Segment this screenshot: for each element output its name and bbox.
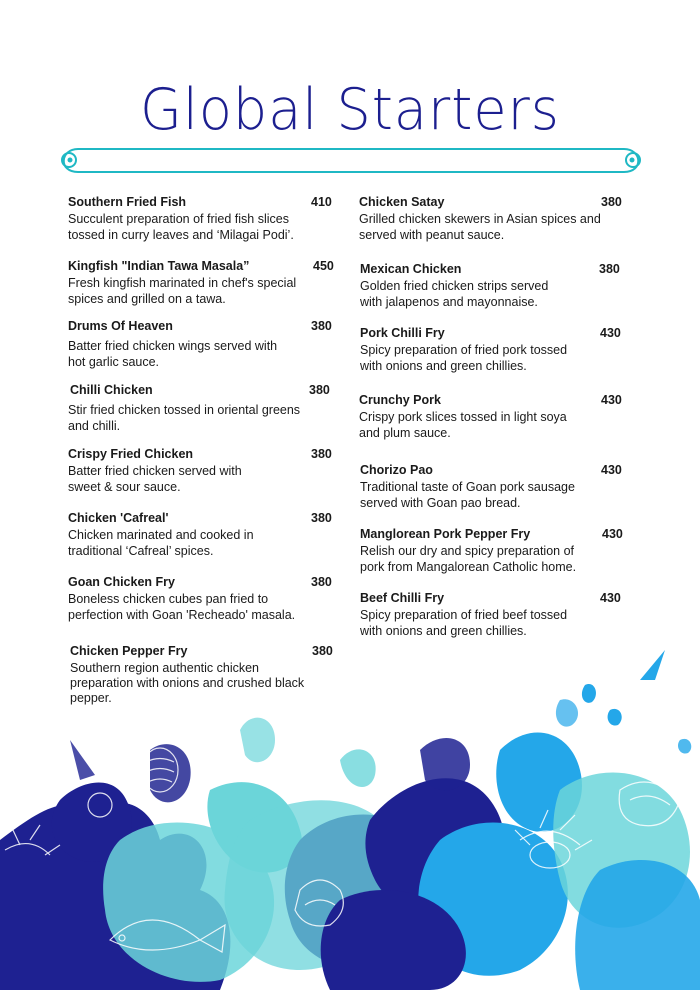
menu-item bbox=[68, 259, 318, 307]
item-description: Southern region authentic chicken preparation with onions and crushed black pepper. bbox=[70, 661, 305, 705]
item-price: 450 bbox=[313, 259, 334, 273]
menu-item bbox=[68, 511, 318, 559]
menu-item bbox=[360, 326, 605, 374]
item-price: 430 bbox=[600, 591, 621, 605]
menu-item bbox=[68, 195, 318, 243]
item-description: Boneless chicken cubes pan fried to perfection with Goan 'Recheado' masala. bbox=[68, 592, 296, 622]
item-name: Kingfish "Indian Tawa Masala” bbox=[68, 259, 250, 273]
item-description: Traditional taste of Goan pork sausage served with Goan pao bread. bbox=[360, 480, 575, 510]
item-name: Mexican Chicken bbox=[360, 262, 462, 276]
scroll-divider bbox=[56, 146, 646, 176]
item-price: 380 bbox=[311, 575, 332, 589]
item-price: 430 bbox=[601, 393, 622, 407]
item-price: 380 bbox=[599, 262, 620, 276]
item-name: Chicken Satay bbox=[359, 195, 445, 209]
item-description: Stir fried chicken tossed in oriental greens and chilli. bbox=[68, 403, 301, 433]
menu-item bbox=[360, 591, 605, 639]
menu-item bbox=[359, 195, 604, 243]
item-name: Chicken 'Cafreal' bbox=[68, 511, 169, 525]
item-price: 430 bbox=[601, 463, 622, 477]
menu-item bbox=[360, 527, 605, 575]
item-name: Drums Of Heaven bbox=[68, 319, 173, 333]
item-description: Grilled chicken skewers in Asian spices and served with peanut sauce. bbox=[359, 212, 601, 242]
item-description: Relish our dry and spicy preparation of pork from Mangalorean Catholic home. bbox=[360, 544, 577, 574]
item-name: Crunchy Pork bbox=[359, 393, 441, 407]
item-description: Spicy preparation of fried pork tossed with onions and green chillies. bbox=[360, 343, 568, 373]
item-description: Fresh kingfish marinated in chef's special spices and grilled on a tawa. bbox=[68, 276, 297, 306]
item-price: 380 bbox=[311, 319, 332, 333]
menu-item bbox=[68, 319, 318, 370]
item-description: Batter fried chicken wings served with hot garlic sauce. bbox=[68, 339, 278, 369]
item-price: 380 bbox=[311, 511, 332, 525]
item-price: 410 bbox=[311, 195, 332, 209]
menu-item bbox=[70, 383, 320, 434]
item-description: Golden fried chicken strips served with jalapenos and mayonnaise. bbox=[360, 279, 549, 309]
menu-item bbox=[360, 262, 605, 310]
item-name: Southern Fried Fish bbox=[68, 195, 187, 209]
item-name: Chilli Chicken bbox=[70, 383, 153, 397]
item-name: Beef Chilli Fry bbox=[360, 591, 445, 605]
item-price: 380 bbox=[309, 383, 330, 397]
menu-item bbox=[359, 393, 604, 441]
item-name: Manglorean Pork Pepper Fry bbox=[360, 527, 531, 541]
item-price: 430 bbox=[602, 527, 623, 541]
item-name: Crispy Fried Chicken bbox=[68, 447, 194, 461]
item-description: Crispy pork slices tossed in light soya and plum sauce. bbox=[359, 410, 567, 440]
item-description: Batter fried chicken served with sweet & sour sauce. bbox=[68, 464, 242, 494]
seafood-splash-decoration bbox=[0, 640, 700, 990]
item-name: Goan Chicken Fry bbox=[68, 575, 175, 589]
menu-item bbox=[360, 463, 605, 511]
menu-item bbox=[68, 447, 318, 495]
page-title: Global Starters bbox=[140, 76, 560, 143]
item-price: 430 bbox=[600, 326, 621, 340]
item-description: Succulent preparation of fried fish slices tossed in curry leaves and ‘Milagai Podi’. bbox=[68, 212, 294, 242]
item-price: 380 bbox=[312, 644, 333, 658]
item-price: 380 bbox=[311, 447, 332, 461]
item-description: Spicy preparation of fried beef tossed with onions and green chillies. bbox=[360, 608, 568, 638]
item-name: Pork Chilli Fry bbox=[360, 326, 445, 340]
item-price: 380 bbox=[601, 195, 622, 209]
item-description: Chicken marinated and cooked in traditional ‘Cafreal’ spices. bbox=[68, 528, 254, 558]
item-name: Chicken Pepper Fry bbox=[70, 644, 188, 658]
item-name: Chorizo Pao bbox=[360, 463, 433, 477]
menu-item bbox=[68, 575, 318, 623]
